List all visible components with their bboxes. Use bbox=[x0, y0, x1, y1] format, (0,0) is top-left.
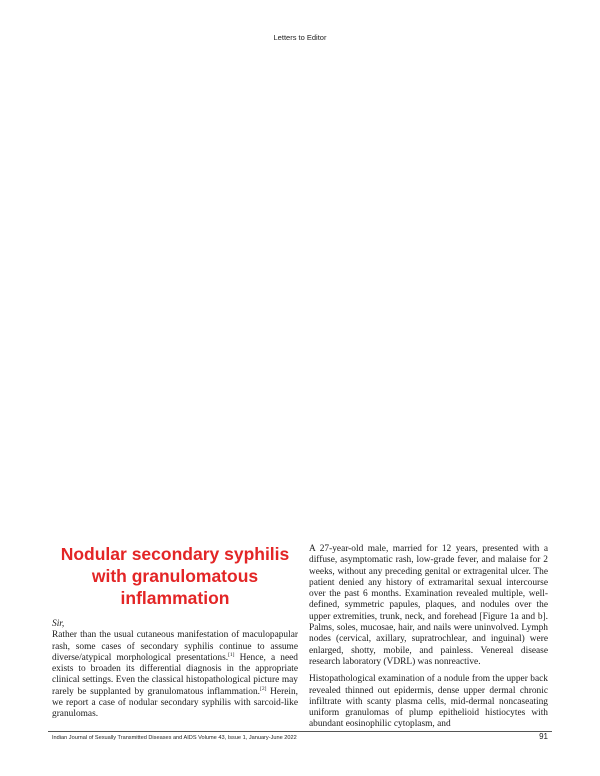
article-title bbox=[50, 543, 300, 609]
right-column bbox=[309, 544, 548, 731]
left-column bbox=[52, 619, 298, 721]
intro-text: Herein, we report a case of nodular secondary syphilis with sarcoid-like granulomas. bbox=[52, 686, 298, 720]
case-paragraph: A 27-year-old male, married for 12 years, presented with a diffuse, asymptomatic rash, low-grade fever, and malaise for 2 weeks, without any preceding genital or extragenital ulcer. The patient denied any history of extramarital sexual intercourse over the past 6 months. Examination revealed multiple, well-defined, symmetric papules, plaques, and nodules over the upper extremities, trunk, neck, and forehead [Figure 1a and b]. Palms, soles, mucosae, hair, and nails were uninvolved. Lymph nodes (cervical, axillary, supratrochlear, and inguinal) were enlarged, shotty, mobile, and painless. Venereal disease research laboratory (VDRL) was nonreactive. bbox=[309, 544, 548, 667]
title-line: with granulomatous bbox=[91, 566, 259, 586]
intro-paragraph bbox=[52, 630, 298, 720]
histopathology-paragraph: Histopathological examination of a nodule from the upper back revealed thinned out epidermis, dense upper dermal chronic infiltrate with scanty plasma cells, mid-dermal noncaseating uniform granulomas of plump epithelioid histiocytes with abundant eosinophilic cytoplasm, and bbox=[309, 674, 548, 730]
page-number: 91 bbox=[539, 732, 548, 741]
citation-ref[interactable]: [2] bbox=[259, 685, 267, 692]
title-line: inflammation bbox=[120, 588, 230, 608]
footer-divider bbox=[48, 731, 552, 732]
salutation: Sir, bbox=[52, 619, 65, 629]
citation-ref[interactable]: [1] bbox=[228, 651, 235, 658]
intro-text: Hence, a need exists to broaden its differential diagnosis in the appropriate clinical settings. Even the classical histopathological picture may rarely be supplanted by granulomatous inflammation. bbox=[52, 652, 298, 697]
intro-text: Rather than the usual cutaneous manifestation of maculopapular rash, some cases of secondary syphilis continue to assume diverse/atypical morphological presentations. bbox=[52, 630, 298, 663]
title-line: Nodular secondary syphilis bbox=[60, 544, 290, 564]
footer-journal-citation: Indian Journal of Sexually Transmitted Diseases and AIDS Volume 43, Issue 1, January-June 2022 bbox=[52, 735, 297, 741]
running-header: Letters to Editor bbox=[273, 33, 327, 42]
